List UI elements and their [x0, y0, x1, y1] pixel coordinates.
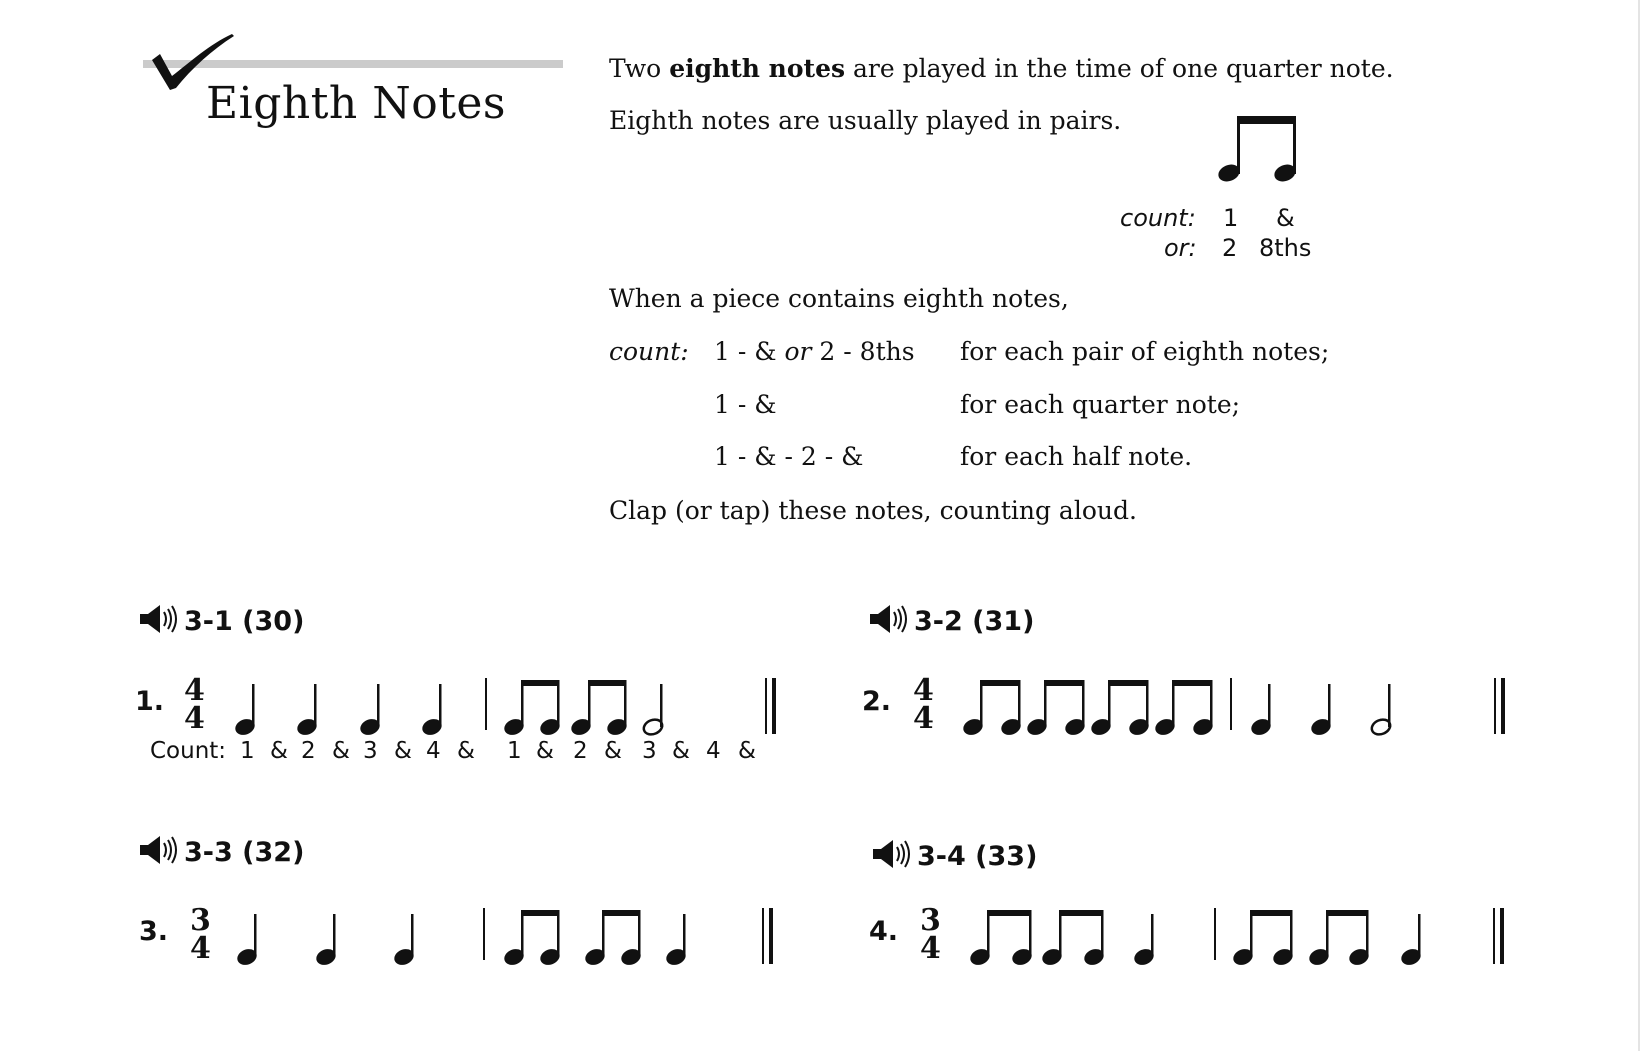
rule-row-3-desc: for each half note. [960, 442, 1193, 471]
illustration-or-8ths: 8ths [1259, 234, 1312, 262]
illustration-count-and: & [1276, 204, 1295, 232]
exercise-1-number: 1. [135, 686, 165, 717]
count-token: 3 [363, 738, 378, 764]
eighth-note-pair [1040, 910, 1106, 968]
illustration-count-1: 1 [1223, 204, 1239, 232]
quarter-note [295, 684, 319, 738]
eighth-note-pair [1025, 680, 1087, 738]
exercise-3-header: 3-3 (32) [138, 834, 304, 868]
barline [483, 908, 485, 960]
final-barline-thick [769, 908, 773, 964]
count-token: & [536, 738, 554, 764]
eighth-note-pair [1307, 910, 1371, 968]
time-signature [190, 903, 211, 966]
eighth-note-pair [968, 910, 1034, 968]
quarter-note [358, 684, 382, 738]
final-barline-thick [1500, 908, 1504, 964]
svg-text:4: 4 [913, 701, 934, 736]
intro-line-1: Two eighth notes are played in the time of one quarter note. [609, 54, 1394, 83]
rule-row-2-count: 1 - & [714, 390, 777, 419]
time-signature [184, 673, 205, 736]
svg-text:3: 3 [190, 903, 211, 938]
quarter-note [235, 914, 259, 968]
illustration-or-2: 2 [1222, 234, 1238, 262]
quarter-note [233, 684, 257, 738]
count-token: 4 [426, 738, 441, 764]
svg-text:3: 3 [920, 903, 941, 938]
eighth-note-pair [502, 680, 562, 738]
rules-closing: Clap (or tap) these notes, counting aloud. [609, 496, 1137, 525]
barline [1214, 908, 1216, 960]
exercise-2-number: 2. [862, 686, 892, 717]
svg-text:4: 4 [190, 931, 211, 966]
rhythm-line-3 [184, 900, 784, 970]
page-title: Eighth Notes [206, 78, 506, 129]
svg-text:4: 4 [920, 931, 941, 966]
speaker-icon [871, 838, 915, 870]
final-barline [1494, 678, 1496, 734]
exercise-4-number: 4. [869, 916, 899, 947]
final-barline-thick [772, 678, 776, 734]
svg-text:4: 4 [184, 701, 205, 736]
quarter-note [1249, 684, 1273, 738]
eighth-note-pair [502, 910, 562, 968]
half-note [642, 684, 665, 737]
rules-count-label: count: [609, 337, 689, 366]
quarter-note [1399, 914, 1423, 968]
final-barline-thick [1501, 678, 1505, 734]
quarter-note [1309, 684, 1333, 738]
eighth-note-pair [583, 910, 643, 968]
final-barline [765, 678, 767, 734]
count-token: & [738, 738, 756, 764]
count-token: 1 [240, 738, 255, 764]
count-token: & [672, 738, 690, 764]
quarter-note [1132, 914, 1156, 968]
rule-row-1-desc: for each pair of eighth notes; [960, 337, 1330, 366]
count-token: 1 [507, 738, 522, 764]
rule-row-2-desc: for each quarter note; [960, 390, 1241, 419]
eighth-note-pair [1089, 680, 1151, 738]
exercise-2-header: 3-2 (31) [868, 603, 1034, 637]
final-barline [1493, 908, 1495, 964]
quarter-note [314, 914, 338, 968]
eighth-note-pair [1153, 680, 1215, 738]
exercise-4-header: 3-4 (33) [871, 838, 1037, 872]
count-token: & [332, 738, 350, 764]
svg-text:4: 4 [184, 673, 205, 708]
eighth-note-pair-icon [1212, 112, 1312, 187]
illustration-count-label: count: [1120, 204, 1196, 232]
svg-text:4: 4 [913, 673, 934, 708]
count-line-label: Count: [150, 738, 227, 764]
rhythm-line-4 [914, 900, 1524, 970]
count-token: & [604, 738, 622, 764]
speaker-icon [138, 834, 182, 866]
count-token: 2 [301, 738, 316, 764]
final-barline [762, 908, 764, 964]
eighth-note-pair [569, 680, 629, 738]
rule-row-1-count: 1 - & or 2 - 8ths [714, 337, 915, 366]
rhythm-line-2 [909, 670, 1519, 740]
rules-intro: When a piece contains eighth notes, [609, 284, 1069, 313]
barline [1230, 678, 1232, 730]
count-token: & [270, 738, 288, 764]
eighth-note-pair [961, 680, 1023, 738]
eighth-note-pair [1231, 910, 1295, 968]
count-token: 3 [642, 738, 657, 764]
count-token: & [457, 738, 475, 764]
illustration-or-label: or: [1164, 234, 1197, 262]
barline [485, 678, 487, 730]
time-signature [920, 903, 941, 966]
quarter-note [664, 914, 688, 968]
count-token: & [394, 738, 412, 764]
exercise-1-header: 3-1 (30) [138, 603, 304, 637]
quarter-note [420, 684, 444, 738]
exercise-3-number: 3. [139, 916, 169, 947]
count-token: 4 [706, 738, 721, 764]
count-token: 2 [573, 738, 588, 764]
rule-row-3-count: 1 - & - 2 - & [714, 442, 864, 471]
speaker-icon [868, 603, 912, 635]
intro-line-2: Eighth notes are usually played in pairs. [609, 106, 1122, 135]
rhythm-line-1 [180, 670, 780, 740]
time-signature [913, 673, 934, 736]
quarter-note [392, 914, 416, 968]
half-note [1370, 684, 1393, 737]
speaker-icon [138, 603, 182, 635]
